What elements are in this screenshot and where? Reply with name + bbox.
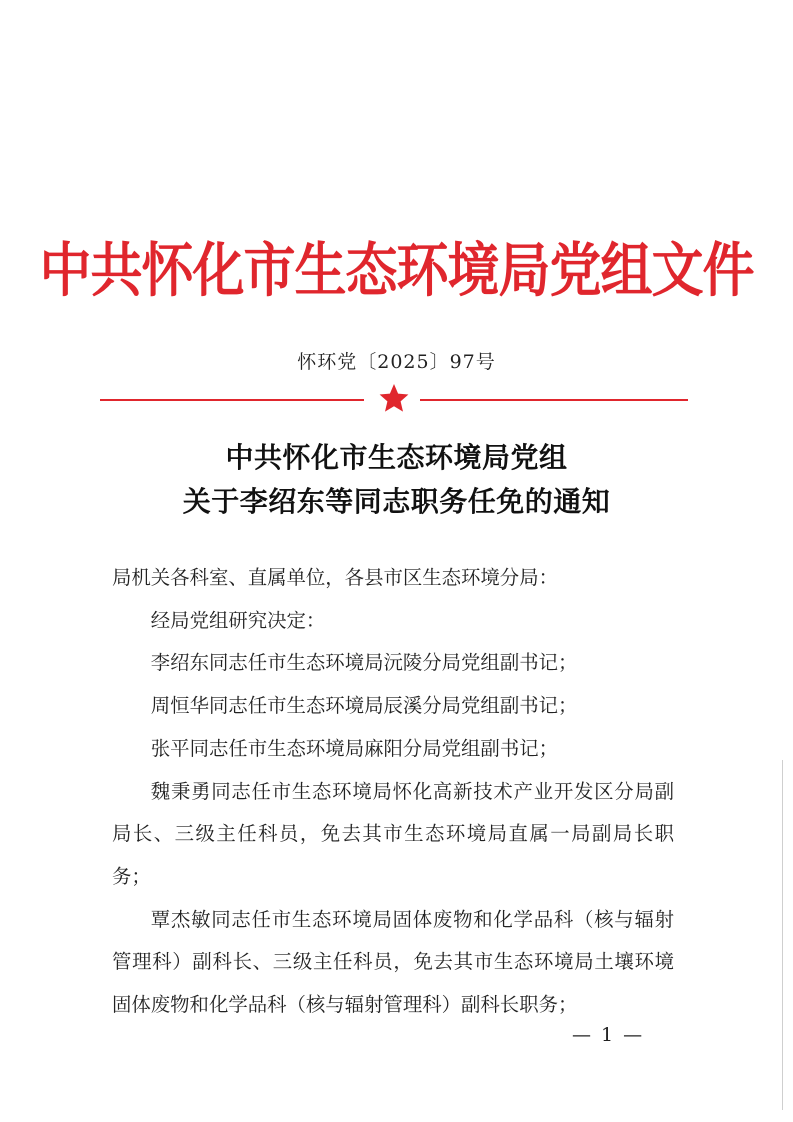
page-number: — 1 — <box>572 1024 645 1046</box>
body-paragraph: 李绍东同志任市生态环境局沅陵分局党组副书记； <box>150 651 578 675</box>
header-divider-right <box>420 399 688 401</box>
body-paragraph: 经局党组研究决定： <box>150 608 326 632</box>
document-number: 怀环党〔2025〕97号 <box>297 351 496 373</box>
header-divider-left <box>100 399 364 401</box>
notice-body <box>112 557 674 1027</box>
notice-title-line1: 中共怀化市生态环境局党组 <box>225 441 568 474</box>
scan-edge-line <box>782 760 783 1110</box>
document-masthead: 中共怀化市生态环境局党组文件 <box>39 238 754 306</box>
body-paragraph: 覃杰敏同志任市生态环境局固体废物和化学品科（核与辐射管理科）副科长、三级主任科员，免去其市生态环境局土壤环境固体废物和化学品科（核与辐射管理科）副科长职务； <box>112 907 674 1017</box>
body-paragraph: 张平同志任市生态环境局麻阳分局党组副书记； <box>150 736 558 760</box>
notice-title-line2: 关于李绍东等同志职务任免的通知 <box>182 485 611 518</box>
body-paragraph: 周恒华同志任市生态环境局辰溪分局党组副书记； <box>150 694 578 718</box>
star-icon <box>378 382 410 414</box>
addressee-line: 局机关各科室、直属单位，各县市区生态环境分局： <box>112 566 558 589</box>
body-paragraph: 魏秉勇同志任市生态环境局怀化高新技术产业开发区分局副局长、三级主任科员，免去其市生态环境局直属一局副局长职务； <box>112 779 674 888</box>
